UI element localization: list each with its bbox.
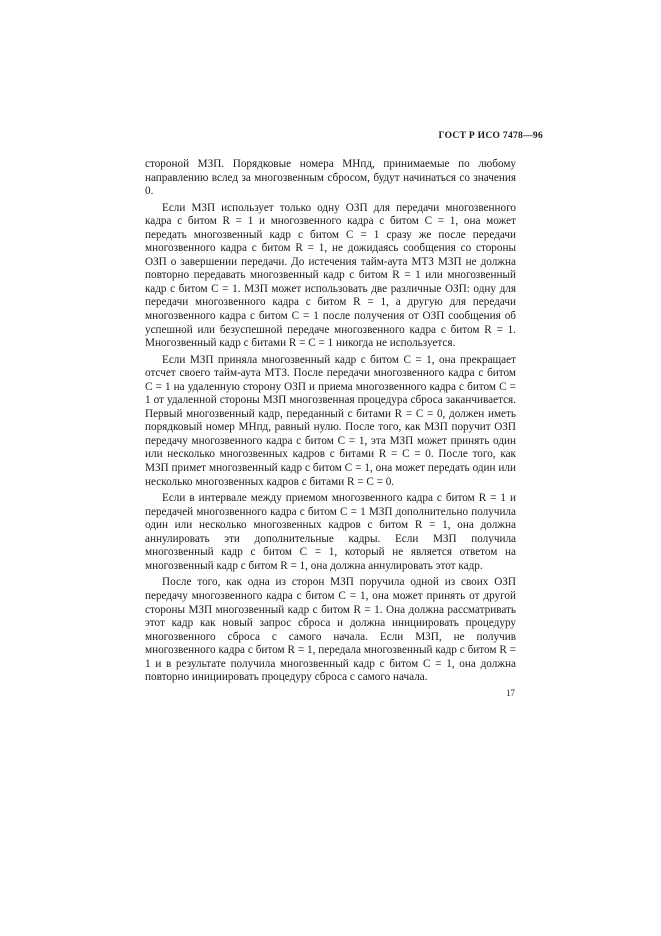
paragraph: После того, как одна из сторон МЗП поручила одной из своих ОЗП передачу многозвенного кадра с битом C = 1, она может принять от другой стороны МЗП многозвенный кадр с битом R = 1. Она должна рассматривать этот кадр как новый запрос сброса и должна инициировать процедуру многозвенного сброса с самого начала. Если МЗП, не получив многозвенного кадра с битом R = 1, передала многозвенный кадр с битом R = 1 и в результате получила многозвенный кадр с битом C = 1, она должна повторно инициировать процедуру сброса с самого начала. <box>145 576 516 684</box>
page-number: 17 <box>506 688 515 698</box>
paragraph: Если в интервале между приемом многозвенного кадра с битом R = 1 и передачей многозвенного кадра с битом C = 1 МЗП дополнительно получила один или несколько многозвенных кадров с битом R = 1, она должна аннулировать эти дополнительные кадры. Если МЗП получила многозвенный кадр с битом C = 1, который не является ответом на многозвенный кадр с битом R = 1, она должна аннулировать этот кадр. <box>145 492 516 572</box>
document-header: ГОСТ Р ИСО 7478—96 <box>438 131 543 141</box>
document-body <box>145 158 516 688</box>
paragraph-continuation: стороной МЗП. Порядковые номера МНпд, принимаемые по любому направлению вслед за многозвенным сбросом, будут начинаться со значения 0. <box>145 158 516 198</box>
paragraph: Если МЗП использует только одну ОЗП для передачи многозвенного кадра с битом R = 1 и многозвенного кадра с битом C = 1, она может передать многозвенный кадр с битом C = 1 сразу же после передачи многозвенного кадра с битом R = 1, не дожидаясь сообщения со стороны ОЗП о завершении передачи. До истечения тайм-аута МТЗ МЗП не должна повторно передавать многозвенный кадр с битом R = 1 или многозвенный кадр с битом C = 1. МЗП может использовать две различные ОЗП: одну для передачи многозвенного кадра с битом R = 1, а другую для передачи многозвенного кадра с битом C = 1 после получения от ОЗП сообщения об успешной или безуспешной передаче многозвенного кадра с битом R = 1. Многозвенный кадр с битами R = C = 1 никогда не используется. <box>145 201 516 350</box>
paragraph: Если МЗП приняла многозвенный кадр с битом C = 1, она прекращает отсчет своего тайм-аута МТЗ. После передачи многозвенного кадра с битом C = 1 на удаленную сторону ОЗП и приема многозвенного кадра с битом C = 1 от удаленной стороны МЗП многозвенная процедура сброса заканчивается. Первый многозвенный кадр, переданный с битами R = C = 0, должен иметь порядковый номер МНпд, равный нулю. После того, как МЗП поручит ОЗП передачу многозвенного кадра с битом C = 1, эта МЗП может принять один или несколько многозвенных кадров с битами R = C = 0. После того, как МЗП примет многозвенный кадр с битом C = 1, она может передать один или несколько многозвенных кадров с битами R = C = 0. <box>145 353 516 488</box>
